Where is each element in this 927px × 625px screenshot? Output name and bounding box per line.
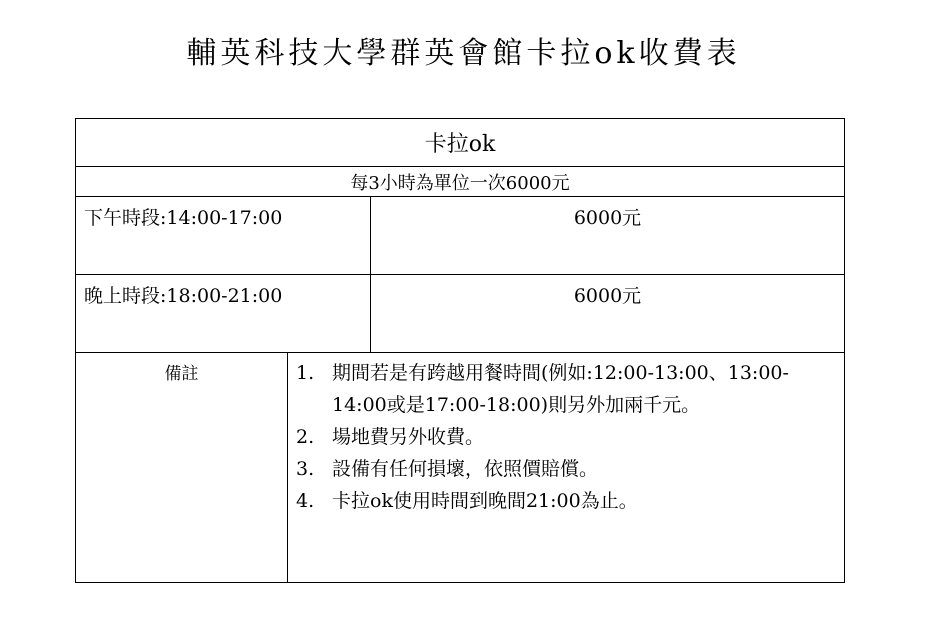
unit-note: 每3小時為單位一次6000元 xyxy=(76,167,844,197)
table-header: 卡拉ok xyxy=(76,119,844,167)
evening-slot-price: 6000元 xyxy=(371,275,844,353)
notes-list xyxy=(288,353,844,582)
fee-table xyxy=(75,118,845,583)
note-number: 2. xyxy=(296,426,315,448)
page-title: 輔英科技大學群英會館卡拉ok收費表 xyxy=(186,36,741,71)
note-number: 4. xyxy=(296,490,315,512)
afternoon-slot-price: 6000元 xyxy=(371,197,844,275)
note-number: 1. xyxy=(296,362,315,384)
evening-slot-label: 晚上時段:18:00-21:00 xyxy=(76,275,371,353)
afternoon-slot-label: 下午時段:14:00-17:00 xyxy=(76,197,371,275)
note-text: 場地費另外收費。 xyxy=(332,426,485,448)
note-item xyxy=(296,421,836,453)
note-text: 期間若是有跨越用餐時間(例如:12:00-13:00、13:00-14:00或是17:00-18:00)則另外加兩千元。 xyxy=(332,362,789,416)
notes-label: 備註 xyxy=(76,353,288,582)
note-item xyxy=(296,357,836,421)
note-number: 3. xyxy=(296,458,315,480)
note-text: 卡拉ok使用時間到晚間21:00為止。 xyxy=(332,490,638,512)
note-item xyxy=(296,485,836,517)
note-text: 設備有任何損壞，依照價賠償。 xyxy=(332,458,599,480)
note-item xyxy=(296,453,836,485)
